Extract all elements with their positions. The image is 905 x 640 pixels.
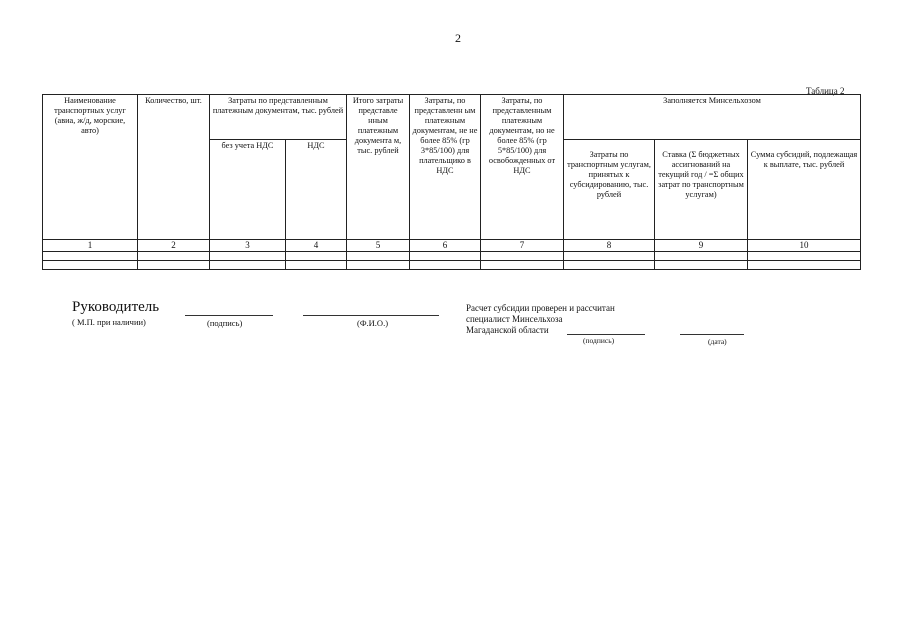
date-line (680, 334, 744, 335)
column-number: 7 (481, 240, 564, 252)
header-costs-vat-exempt: Затраты, по представленным платежным документам, но не более 85% (гр 5*85/100) для освобожденных от НДС (481, 95, 564, 240)
header-total-costs: Итого затраты представле нным платежным документа м, тыс. рублей (347, 95, 410, 240)
header-subsidy-amount: Сумма субсидий, подлежащая к выплате, тыс. рублей (748, 140, 861, 240)
column-number: 6 (410, 240, 481, 252)
page-number: 2 (455, 31, 461, 45)
column-number: 3 (210, 240, 286, 252)
header-ministry-group: Заполняется Минсельхозом (564, 95, 861, 140)
table-row (43, 252, 861, 261)
subsidy-table (42, 94, 861, 270)
head-signature-label: (подпись) (207, 318, 243, 328)
column-number: 4 (286, 240, 347, 252)
column-number: 8 (564, 240, 655, 252)
table-caption: Таблица 2 (806, 86, 845, 96)
header-quantity: Количество, шт. (138, 95, 210, 240)
header-accepted-costs: Затраты по транспортным услугам, принятых к субсидированию, тыс. рублей (564, 140, 655, 240)
header-vat: НДС (286, 140, 347, 240)
verification-line-2: специалист Минсельхоза (466, 314, 563, 324)
head-name-line (303, 315, 439, 316)
column-number: 1 (43, 240, 138, 252)
column-number: 10 (748, 240, 861, 252)
column-number: 2 (138, 240, 210, 252)
header-costs-without-vat: без учета НДС (210, 140, 286, 240)
specialist-signature-line (567, 334, 645, 335)
header-costs-group: Затраты по представленным платежным документам, тыс. рублей (210, 95, 347, 140)
head-signature-title: Руководитель (72, 299, 160, 315)
header-rate: Ставка (Σ бюджетных ассигнований на текущий год / =Σ общих затрат по транспортным услугам) (655, 140, 748, 240)
head-name-label: (Ф.И.О.) (357, 318, 389, 328)
verification-line-3: Магаданской области (466, 325, 549, 335)
column-number: 9 (655, 240, 748, 252)
specialist-signature-label: (подпись) (583, 336, 615, 345)
stamp-note: ( М.П. при наличии) (72, 317, 146, 327)
header-transport-services: Наименование транспортных услуг (авиа, ж/д, морские, авто) (43, 95, 138, 240)
verification-line-1: Расчет субсидии проверен и рассчитан (466, 303, 615, 313)
date-label: (дата) (708, 337, 727, 346)
table-row (43, 261, 861, 270)
column-number: 5 (347, 240, 410, 252)
head-signature-line (185, 315, 273, 316)
header-costs-vat-payers: Затраты, по представленн ым платежным документам, не не более 85% (гр 3*85/100) для плательщико в НДС (410, 95, 481, 240)
